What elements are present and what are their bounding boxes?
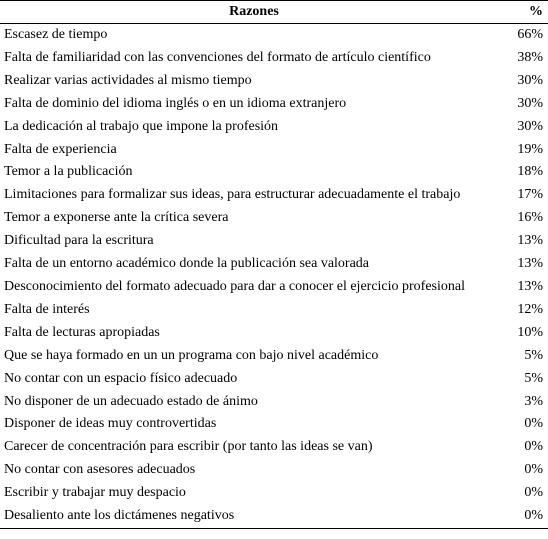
reason-cell: Falta de dominio del idioma inglés o en un idioma extranjero [4, 95, 347, 111]
table-row [0, 253, 548, 276]
header-percent: % [502, 1, 548, 24]
reason-cell: Desaliento ante los dictámenes negativos [0, 505, 502, 528]
percent-cell: 18% [517, 164, 543, 180]
table-row [0, 230, 548, 253]
percent-cell: 13% [517, 278, 543, 294]
percent-cell: 0% [524, 439, 543, 455]
table-row [0, 70, 548, 93]
table-header [0, 1, 548, 24]
percent-cell: 66% [517, 27, 543, 42]
percent-cell: 13% [517, 233, 543, 249]
reason-cell: Falta de un entorno académico donde la publicación sea valorada [4, 256, 370, 272]
reason-cell: Escasez de tiempo [4, 27, 108, 42]
percent-cell: 19% [517, 141, 543, 157]
percent-cell: 0% [524, 462, 543, 478]
table-row [0, 413, 548, 436]
reason-cell: Desconocimiento del formato adecuado para dar a conocer el ejercicio profesional [4, 278, 466, 294]
percent-cell: 10% [517, 324, 543, 340]
table-row [0, 368, 548, 391]
reason-cell: Dificultad para la escritura [4, 233, 154, 249]
table-row [0, 93, 548, 116]
table-row [0, 24, 548, 47]
table-row [0, 47, 548, 70]
reason-cell: Falta de lecturas apropiadas [4, 324, 160, 340]
reason-cell: Falta de experiencia [4, 141, 117, 157]
reason-cell: Disponer de ideas muy controvertidas [4, 416, 217, 432]
header-reasons: Razones [0, 1, 502, 24]
table-row [0, 184, 548, 207]
percent-cell: 30% [517, 95, 543, 111]
percent-cell: 30% [517, 118, 543, 134]
reason-cell: Falta de familiaridad con las convenciones del formato de artículo científico [4, 49, 431, 65]
percent-cell: 38% [517, 49, 543, 65]
reason-cell: Limitaciones para formalizar sus ideas, para estructurar adecuadamente el trabajo [4, 187, 461, 203]
percent-cell: 17% [517, 187, 543, 203]
table-body [0, 24, 548, 529]
reason-cell: Falta de interés [4, 301, 90, 317]
table-row [0, 505, 548, 528]
reason-cell: Realizar varias actividades al mismo tiempo [4, 72, 252, 88]
reason-cell: No contar con asesores adecuados [4, 462, 196, 478]
table-row [0, 276, 548, 299]
table-row [0, 322, 548, 345]
table-row [0, 116, 548, 139]
table-row [0, 299, 548, 322]
reason-cell: Escribir y trabajar muy despacio [4, 485, 186, 501]
percent-cell: 3% [524, 393, 543, 409]
table-row [0, 391, 548, 414]
table-row [0, 139, 548, 162]
table-row [0, 482, 548, 505]
reason-cell: Que se haya formado en un un programa con bajo nivel académico [4, 347, 379, 363]
table-row [0, 436, 548, 459]
table-row [0, 207, 548, 230]
percent-cell: 5% [524, 370, 543, 386]
table-row [0, 161, 548, 184]
reason-cell: Temor a exponerse ante la crítica severa [4, 210, 229, 226]
reason-cell: No disponer de un adecuado estado de ánimo [4, 393, 258, 409]
reason-cell: La dedicación al trabajo que impone la profesión [4, 118, 279, 134]
percent-cell: 5% [524, 347, 543, 363]
percent-cell: 13% [517, 256, 543, 272]
percent-cell: 0% [502, 505, 548, 528]
reason-cell: Carecer de concentración para escribir (por tanto las ideas se van) [4, 439, 373, 455]
table-row [0, 459, 548, 482]
reason-cell: No contar con un espacio físico adecuado [4, 370, 238, 386]
header-row [0, 1, 548, 24]
percent-cell: 30% [517, 72, 543, 88]
percent-cell: 12% [517, 301, 543, 317]
table-row [0, 345, 548, 368]
percent-cell: 0% [524, 416, 543, 432]
percent-cell: 0% [524, 485, 543, 501]
percent-cell: 16% [517, 210, 543, 226]
reason-cell: Temor a la publicación [4, 164, 133, 180]
